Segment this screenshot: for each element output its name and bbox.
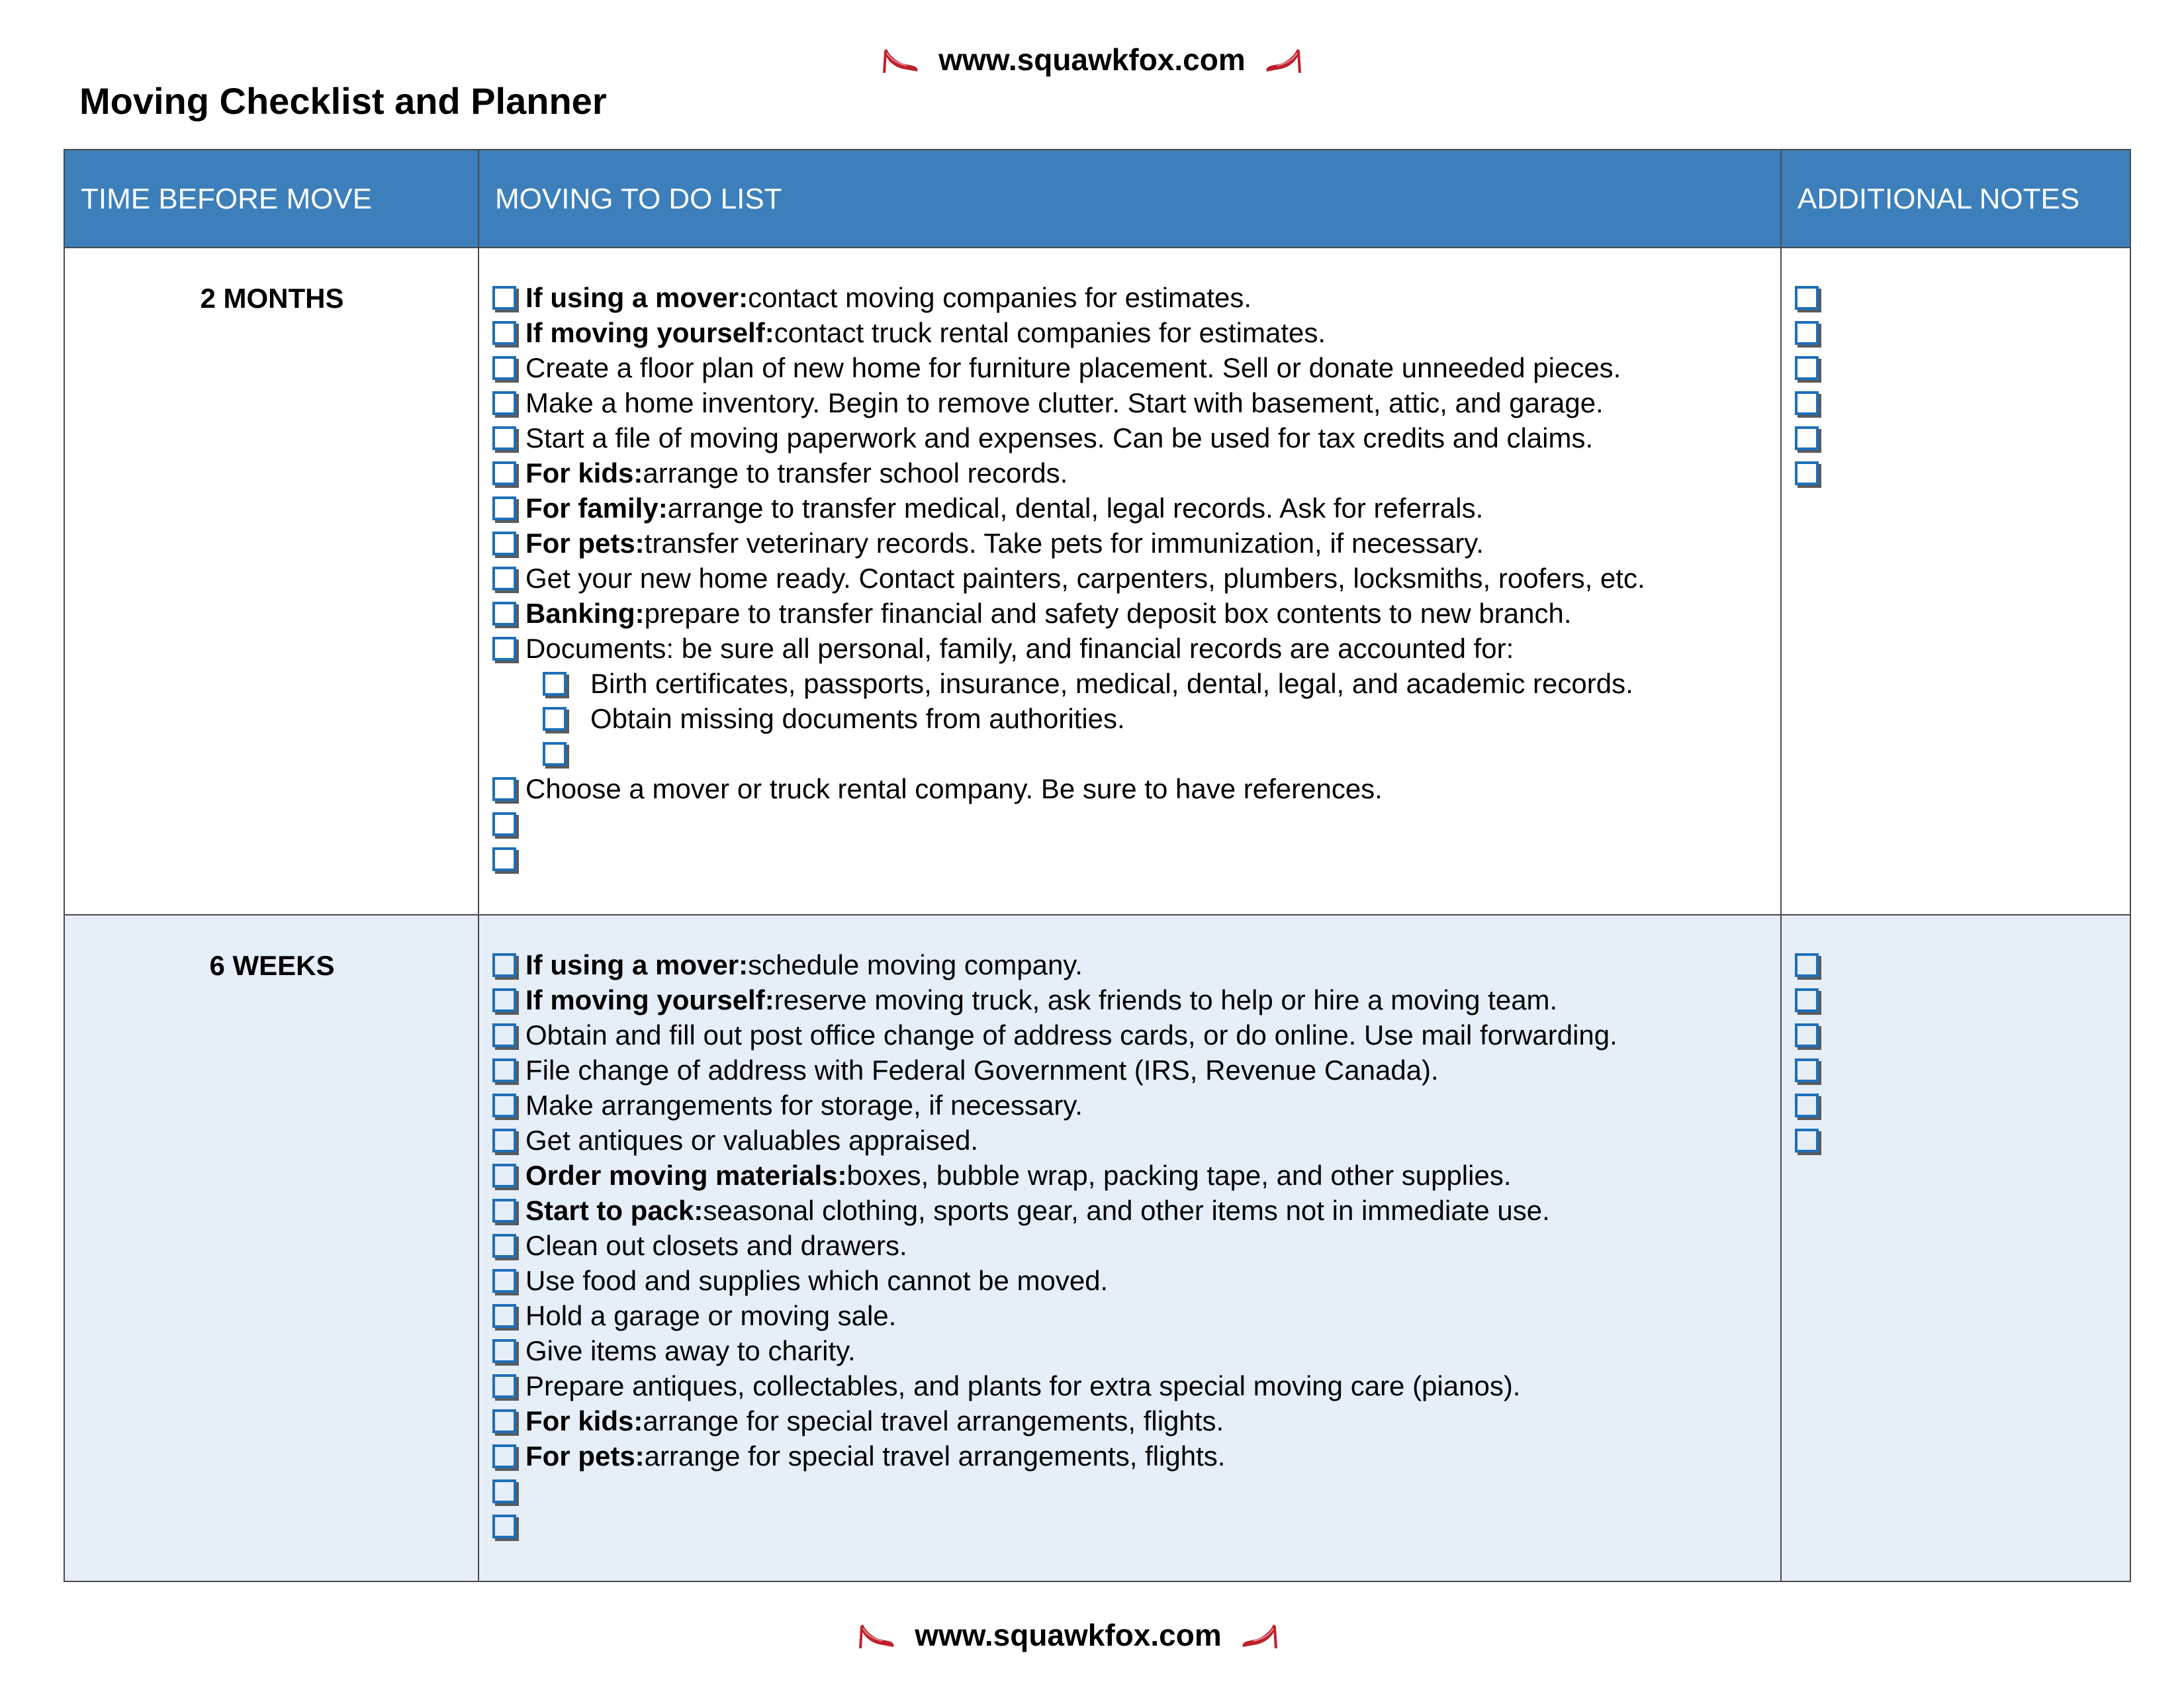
- page-title: Moving Checklist and Planner: [79, 80, 607, 122]
- checkbox[interactable]: [492, 1199, 516, 1223]
- checkbox[interactable]: [492, 1479, 516, 1503]
- checklist-item: [492, 315, 1645, 350]
- checklist-item: [492, 736, 1645, 771]
- checklist-item: [492, 1053, 1617, 1088]
- checkbox[interactable]: [1795, 321, 1819, 345]
- item-lead-label: For kids:: [525, 1405, 643, 1436]
- checklist-item: [492, 1263, 1617, 1298]
- checklist-item: [492, 385, 1645, 420]
- site-url-text[interactable]: www.squawkfox.com: [915, 1618, 1222, 1652]
- item-text: File change of address with Federal Government (IRS, Revenue Canada).: [525, 1055, 1439, 1086]
- checkbox[interactable]: [1795, 1094, 1819, 1117]
- checklist-item: [492, 701, 1645, 736]
- item-text: contact moving companies for estimates.: [748, 282, 1252, 313]
- column-header-time: TIME BEFORE MOVE: [65, 150, 479, 248]
- notes-list: [1795, 947, 1828, 1158]
- column-header-notes: ADDITIONAL NOTES: [1782, 150, 2130, 248]
- column-divider: [1780, 150, 1782, 1581]
- item-text: schedule moving company.: [748, 949, 1083, 980]
- checkbox[interactable]: [492, 1515, 516, 1538]
- checkbox[interactable]: [492, 1444, 516, 1468]
- checklist-item: [492, 596, 1645, 631]
- item-lead-label: Start to pack:: [525, 1195, 704, 1226]
- checklist-item: [492, 982, 1617, 1017]
- item-text: Obtain and fill out post office change of address cards, or do online. Use mail forwarding.: [525, 1019, 1617, 1051]
- item-lead-label: Banking:: [525, 598, 645, 629]
- checkbox[interactable]: [492, 988, 516, 1012]
- checkbox[interactable]: [1795, 356, 1819, 380]
- item-lead-label: If moving yourself:: [525, 317, 774, 348]
- item-text: arrange to transfer school records.: [643, 457, 1068, 489]
- checklist-item: [492, 1403, 1617, 1438]
- checkbox[interactable]: [492, 1339, 516, 1363]
- item-lead-label: For kids:: [525, 457, 643, 489]
- checklist-item: [492, 947, 1617, 982]
- notes-list: [1795, 280, 1828, 491]
- note-item: [1795, 1088, 1828, 1123]
- checkbox[interactable]: [492, 602, 516, 626]
- item-lead-label: If moving yourself:: [525, 984, 774, 1015]
- checklist-item: [492, 771, 1645, 806]
- section-2-months: [65, 248, 2130, 915]
- site-url-text[interactable]: www.squawkfox.com: [938, 42, 1246, 77]
- checkbox[interactable]: [492, 532, 516, 555]
- checklist-item: [492, 491, 1645, 526]
- column-divider: [478, 150, 479, 1581]
- red-shoe-icon: [856, 1619, 896, 1651]
- checklist-item: [492, 350, 1645, 385]
- item-text: Make a home inventory. Begin to remove clutter. Start with basement, attic, and garage.: [525, 387, 1604, 418]
- note-item: [1795, 315, 1828, 350]
- checklist-item: [492, 561, 1645, 596]
- checkbox[interactable]: [492, 461, 516, 485]
- item-lead-label: If using a mover:: [525, 949, 749, 980]
- checkbox[interactable]: [492, 1023, 516, 1047]
- checkbox[interactable]: [1795, 286, 1819, 310]
- checklist-item: [492, 806, 1645, 841]
- checklist-item: [492, 1088, 1617, 1123]
- checklist-item: [492, 631, 1645, 666]
- checkbox[interactable]: [492, 1164, 516, 1188]
- checklist-item: [492, 666, 1645, 701]
- checkbox[interactable]: [492, 1058, 516, 1082]
- note-item: [1795, 947, 1828, 982]
- checklist-item: [492, 1298, 1617, 1333]
- item-text: Start a file of moving paperwork and expenses. Can be used for tax credits and claims.: [525, 422, 1594, 453]
- checkbox[interactable]: [492, 1129, 516, 1152]
- checkbox[interactable]: [543, 672, 567, 696]
- checklist-item: [492, 1438, 1617, 1474]
- column-header-todo: MOVING TO DO LIST: [479, 150, 1782, 248]
- checklist-item: [492, 1123, 1617, 1158]
- red-shoe-icon: [1264, 44, 1304, 75]
- moving-planner-table: [64, 149, 2131, 1582]
- note-item: [1795, 280, 1828, 315]
- item-text: boxes, bubble wrap, packing tape, and other supplies.: [846, 1160, 1512, 1191]
- checkbox[interactable]: [1795, 988, 1819, 1012]
- checkbox[interactable]: [1795, 426, 1819, 450]
- item-lead-label: Order moving materials:: [525, 1160, 847, 1191]
- item-text: Choose a mover or truck rental company. Be sure to have references.: [525, 773, 1383, 804]
- timeframe-label: 2 MONTHS: [200, 283, 344, 314]
- todo-list: [492, 947, 1617, 1544]
- note-item: [1795, 1053, 1828, 1088]
- item-lead-label: For pets:: [525, 528, 645, 559]
- item-text: Documents: be sure all personal, family, and financial records are accounted for:: [525, 633, 1514, 664]
- checkbox[interactable]: [543, 707, 567, 731]
- checkbox[interactable]: [543, 742, 567, 766]
- checklist-item: [492, 1228, 1617, 1263]
- checkbox[interactable]: [492, 356, 516, 380]
- todo-list: [492, 280, 1645, 876]
- checkbox[interactable]: [492, 567, 516, 590]
- item-text: arrange for special travel arrangements, flights.: [644, 1440, 1226, 1472]
- timeframe-label: 6 WEEKS: [209, 950, 335, 981]
- checklist-item: [492, 1509, 1617, 1544]
- red-shoe-icon: [1240, 1619, 1280, 1651]
- item-text: Clean out closets and drawers.: [525, 1230, 907, 1261]
- checkbox[interactable]: [492, 1094, 516, 1117]
- checklist-item: [492, 841, 1645, 876]
- item-text: Make arrangements for storage, if necessary.: [525, 1090, 1083, 1121]
- note-item: [1795, 350, 1828, 385]
- checkbox[interactable]: [1795, 1129, 1819, 1152]
- item-text: Give items away to charity.: [525, 1335, 856, 1366]
- item-text: arrange for special travel arrangements, flights.: [643, 1405, 1224, 1436]
- item-text: Get antiques or valuables appraised.: [525, 1125, 979, 1156]
- checkbox[interactable]: [492, 286, 516, 310]
- red-shoe-icon: [880, 44, 920, 75]
- item-lead-label: For pets:: [525, 1440, 645, 1472]
- checkbox[interactable]: [492, 496, 516, 520]
- checkbox[interactable]: [492, 321, 516, 345]
- checklist-item: [492, 1333, 1617, 1368]
- checkbox[interactable]: [1795, 953, 1819, 977]
- item-text: seasonal clothing, sports gear, and other items not in immediate use.: [703, 1195, 1550, 1226]
- checklist-item: [492, 455, 1645, 491]
- item-text: prepare to transfer financial and safety deposit box contents to new branch.: [644, 598, 1572, 629]
- checkbox[interactable]: [492, 812, 516, 836]
- item-lead-label: For family:: [525, 492, 668, 524]
- item-text: arrange to transfer medical, dental, legal records. Ask for referrals.: [667, 492, 1484, 524]
- checkbox[interactable]: [492, 1409, 516, 1433]
- checkbox[interactable]: [492, 953, 516, 977]
- checklist-item: [492, 1474, 1617, 1509]
- item-text: Use food and supplies which cannot be moved.: [525, 1265, 1109, 1296]
- checklist-item: [492, 280, 1645, 315]
- note-item: [1795, 420, 1828, 455]
- note-item: [1795, 385, 1828, 420]
- checklist-item: [492, 1193, 1617, 1228]
- checkbox[interactable]: [492, 1234, 516, 1258]
- checkbox[interactable]: [1795, 1023, 1819, 1047]
- note-item: [1795, 455, 1828, 491]
- checklist-item: [492, 526, 1645, 561]
- checkbox[interactable]: [492, 426, 516, 450]
- item-text: transfer veterinary records. Take pets for immunization, if necessary.: [644, 528, 1484, 559]
- section-6-weeks: [65, 915, 2130, 1581]
- item-text: Birth certificates, passports, insurance, medical, dental, legal, and academic records.: [590, 668, 1633, 699]
- note-item: [1795, 1123, 1828, 1158]
- checkbox[interactable]: [492, 391, 516, 415]
- site-url-top[interactable]: [0, 40, 2184, 79]
- checklist-item: [492, 1368, 1617, 1403]
- checklist-item: [492, 1158, 1617, 1193]
- checkbox[interactable]: [492, 1269, 516, 1293]
- site-url-bottom[interactable]: [0, 1615, 2160, 1655]
- checkbox[interactable]: [492, 777, 516, 801]
- checkbox[interactable]: [492, 1304, 516, 1328]
- item-text: Hold a garage or moving sale.: [525, 1300, 897, 1331]
- checkbox[interactable]: [492, 1374, 516, 1398]
- item-text: Obtain missing documents from authorities.: [590, 703, 1125, 734]
- checkbox[interactable]: [1795, 1058, 1819, 1082]
- checkbox[interactable]: [492, 637, 516, 661]
- checklist-item: [492, 420, 1645, 455]
- item-text: reserve moving truck, ask friends to help or hire a moving team.: [774, 984, 1558, 1015]
- item-text: Create a floor plan of new home for furniture placement. Sell or donate unneeded pieces.: [525, 352, 1621, 383]
- checkbox[interactable]: [492, 847, 516, 871]
- checkbox[interactable]: [1795, 461, 1819, 485]
- note-item: [1795, 982, 1828, 1017]
- item-text: Prepare antiques, collectables, and plants for extra special moving care (pianos).: [525, 1370, 1521, 1401]
- item-text: contact truck rental companies for estimates.: [774, 317, 1326, 348]
- item-lead-label: If using a mover:: [525, 282, 749, 313]
- item-text: Get your new home ready. Contact painters, carpenters, plumbers, locksmiths, roofers, etc.: [525, 563, 1645, 594]
- checkbox[interactable]: [1795, 391, 1819, 415]
- note-item: [1795, 1017, 1828, 1053]
- checklist-item: [492, 1017, 1617, 1053]
